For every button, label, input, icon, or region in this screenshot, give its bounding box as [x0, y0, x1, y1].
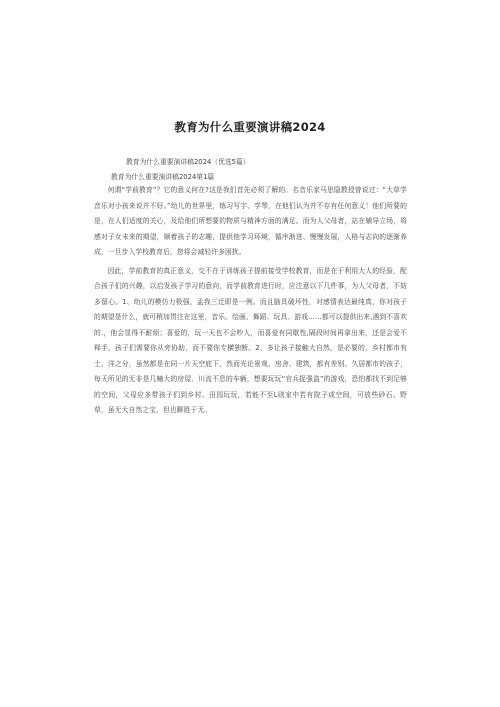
section-heading: 教育为什么重要演讲稿2024第1篇: [111, 173, 215, 181]
body-paragraph: 因此，学前教育的真正意义，交不在于训练孩子提前接受学校教育，而是在于利用大人的经验，配合孩子们的兴趣，以启发孩子学习的意向，而学前教育进行时，应注意以下几件事，为人父母者，不妨多留心。1、幼儿的模仿力极强，孟我三迁即是一例。而且脑具破坏性，对感情表达最纯真，你对孩子的期望是什么，就可稍加贯注在这里，音乐、绘画、舞蹈、玩具、游戏……都可以提供出来,遇到不喜欢的.，他会显得不耐烦；喜爱的，玩一天也不会吵人，而喜爱有同歇性,隔段时间再拿出来，还是会爱不释手，孩子们需要你从旁协助，而不要你专横独断。2、多让孩子接触大自然，是必要的，乡村都市有土、洋之分，虽然都是在同一片天空底下，然而光论景观、房舍、建筑，都有差别。久居都市的孩子，每天所见的无非是几幢大的房屋、川流不息的车辆，想要玩玩“官兵捉强盗”的游戏，恐怕都找不到足够的空间，父母应多带孩子们到乡村、田园玩玩，若能不至L则家中若有院子或空间，可放些砂石、野草，虽无大自然之宝，但也聊胜于无。: [94, 266, 407, 414]
document-title: 教育为什么重要演讲稿2024: [174, 120, 326, 134]
body-paragraph: 何谓“学前教育”？它的意义何在?这是我们首先必须了解的。名音乐家马思隐教授曾说过：“大草学音乐对小孩来说并不好。”幼儿的世界里，练习写字、学琴，在他们认为并不存有任何意义！他们所要的是，在人们适度的关心，及给他们所想要的物质与精神方面的满足。而为人父母者，站在辅导立场，将感对子女未来的期望，顺着孩子的志趣，提供他学习环境，循序渐进、慢慢发展，人格与志向的逐渐养成，一旦步入学校教育后，您将会减轻许多困扰。: [94, 186, 407, 256]
document-body: [94, 183, 407, 422]
document-subtitle: 教育为什么重要演讲稿2024（优选5篇）: [126, 158, 250, 166]
